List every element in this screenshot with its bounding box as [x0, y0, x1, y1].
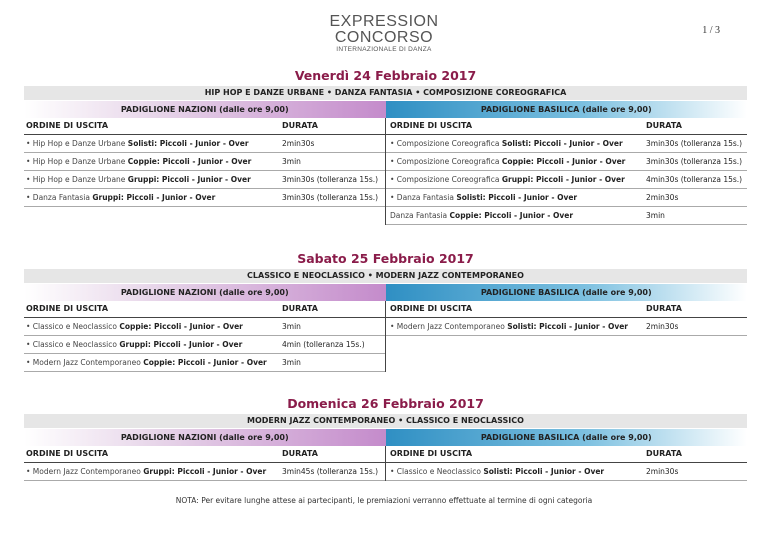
footer-note: NOTA: Per evitare lunghe attese ai partecipanti, le premiazioni verranno effettuate al termine di ogni categoria — [175, 496, 593, 505]
entry-category: • Modern Jazz Contemporaneo — [390, 322, 508, 331]
categories-bar: MODERN JAZZ CONTEMPORANEO • CLASSICO E NEOCLASSICO — [24, 414, 747, 428]
entry-category: • Composizione Coreografica — [390, 175, 502, 184]
categories-bar: HIP HOP E DANZE URBANE • DANZA FANTASIA • COMPOSIZIONE COREOGRAFICA — [24, 86, 747, 100]
entry-group: Solisti: Piccoli - Junior - Over — [507, 322, 629, 331]
table-row — [24, 463, 385, 481]
duration-header: DURATA — [282, 449, 318, 458]
schedule-tables — [24, 301, 747, 372]
duration-header: DURATA — [646, 121, 682, 130]
pavilion-nazioni-header: PADIGLIONE NAZIONI (dalle ore 9,00) — [24, 284, 386, 301]
order-header: ORDINE DI USCITA — [26, 121, 109, 130]
entry-order — [386, 189, 644, 206]
entry-order — [386, 135, 644, 152]
table-row — [386, 463, 747, 481]
entry-duration: 3min30s (tolleranza 15s.) — [646, 139, 743, 148]
day-title: Venerdì 24 Febbraio 2017 — [294, 68, 477, 83]
entry-category: Danza Fantasia — [390, 211, 450, 220]
entry-group: Solisti: Piccoli - Junior - Over — [456, 193, 578, 202]
entry-duration: 3min — [282, 322, 301, 331]
entry-duration: 3min — [282, 358, 301, 367]
entry-duration: 2min30s — [282, 139, 315, 148]
entry-category: • Classico e Neoclassico — [390, 467, 484, 476]
pavilion-nazioni-header: PADIGLIONE NAZIONI (dalle ore 9,00) — [24, 429, 386, 446]
table-row — [24, 336, 385, 354]
pavilion-nazioni-header: PADIGLIONE NAZIONI (dalle ore 9,00) — [24, 101, 386, 118]
logo-line-3: INTERNAZIONALE DI DANZA — [336, 46, 432, 53]
column-header-row — [24, 446, 385, 463]
column-header-row — [386, 301, 747, 318]
logo — [322, 14, 446, 54]
entry-category: • Hip Hop e Danze Urbane — [26, 157, 128, 166]
entry-category: • Modern Jazz Contemporaneo — [26, 467, 144, 476]
entry-category: • Classico e Neoclassico — [26, 322, 120, 331]
entry-group: Coppie: Piccoli - Junior - Over — [449, 211, 574, 220]
entry-group: Solisti: Piccoli - Junior - Over — [501, 139, 623, 148]
entry-duration: 2min30s — [646, 322, 679, 331]
entry-group: Coppie: Piccoli - Junior - Over — [127, 157, 252, 166]
duration-header: DURATA — [282, 121, 318, 130]
pavilion-basilica-header: PADIGLIONE BASILICA (dalle ore 9,00) — [386, 284, 748, 301]
table-row — [24, 354, 385, 372]
table-row — [386, 135, 747, 153]
day-section — [24, 68, 747, 225]
table-row — [386, 318, 747, 336]
entry-group: Coppie: Piccoli - Junior - Over — [143, 358, 267, 367]
order-header: ORDINE DI USCITA — [26, 304, 109, 313]
entry-group: Coppie: Piccoli - Junior - Over — [501, 157, 626, 166]
entry-order — [24, 354, 280, 371]
pavilion-basilica-header: PADIGLIONE BASILICA (dalle ore 9,00) — [386, 429, 748, 446]
entry-duration: 4min30s (tolleranza 15s.) — [646, 175, 743, 184]
column-header-row — [24, 301, 385, 318]
entry-group: Coppie: Piccoli - Junior - Over — [119, 322, 243, 331]
column-header-row — [386, 446, 747, 463]
order-header: ORDINE DI USCITA — [390, 449, 473, 458]
entry-group: Solisti: Piccoli - Junior - Over — [483, 467, 605, 476]
entry-category: • Modern Jazz Contemporaneo — [26, 358, 144, 367]
entry-category: • Composizione Coreografica — [390, 157, 502, 166]
right-schedule-column — [386, 118, 747, 225]
entry-order — [24, 336, 280, 353]
entry-duration: 3min — [646, 211, 665, 220]
duration-header: DURATA — [282, 304, 318, 313]
entry-group: Gruppi: Piccoli - Junior - Over — [501, 175, 625, 184]
pavilion-row — [24, 429, 747, 446]
entry-category: • Hip Hop e Danze Urbane — [26, 139, 128, 148]
entry-order — [24, 463, 280, 480]
entry-duration: 4min (tolleranza 15s.) — [282, 340, 365, 349]
table-row — [24, 135, 385, 153]
day-title: Sabato 25 Febbraio 2017 — [297, 251, 474, 266]
pavilion-basilica-header: PADIGLIONE BASILICA (dalle ore 9,00) — [386, 101, 748, 118]
schedule-tables — [24, 118, 747, 225]
entry-duration: 2min30s — [646, 467, 679, 476]
entry-group: Solisti: Piccoli - Junior - Over — [127, 139, 249, 148]
entry-order — [24, 189, 280, 206]
entry-duration: 3min45s (tolleranza 15s.) — [282, 467, 379, 476]
entry-order — [24, 171, 280, 188]
entry-group: Gruppi: Piccoli - Junior - Over — [127, 175, 251, 184]
entry-category: • Danza Fantasia — [390, 193, 457, 202]
order-header: ORDINE DI USCITA — [390, 304, 473, 313]
entry-order — [386, 171, 644, 188]
logo-line-1: EXPRESSION — [329, 13, 439, 30]
table-row — [386, 153, 747, 171]
entry-group: Gruppi: Piccoli - Junior - Over — [119, 340, 243, 349]
column-header-row — [24, 118, 385, 135]
entry-group: Gruppi: Piccoli - Junior - Over — [92, 193, 216, 202]
entry-order — [386, 463, 644, 480]
order-header: ORDINE DI USCITA — [390, 121, 473, 130]
table-row — [386, 171, 747, 189]
entry-category: • Classico e Neoclassico — [26, 340, 120, 349]
table-row — [24, 153, 385, 171]
page-number: 1 / 3 — [702, 25, 720, 36]
entry-group: Gruppi: Piccoli - Junior - Over — [143, 467, 267, 476]
entry-duration: 3min30s (tolleranza 15s.) — [646, 157, 743, 166]
entry-order — [24, 318, 280, 335]
table-row — [24, 318, 385, 336]
entry-category: • Hip Hop e Danze Urbane — [26, 175, 128, 184]
entry-category: • Danza Fantasia — [26, 193, 93, 202]
table-row — [24, 171, 385, 189]
left-schedule-column — [24, 301, 386, 372]
entry-duration: 3min — [282, 157, 301, 166]
table-row — [24, 189, 385, 207]
entry-category: • Composizione Coreografica — [390, 139, 502, 148]
entry-order — [24, 153, 280, 170]
day-title: Domenica 26 Febbraio 2017 — [287, 396, 484, 411]
left-schedule-column — [24, 446, 386, 481]
categories-bar: CLASSICO E NEOCLASSICO • MODERN JAZZ CONTEMPORANEO — [24, 269, 747, 283]
day-section — [24, 396, 747, 481]
entry-order — [386, 153, 644, 170]
duration-header: DURATA — [646, 449, 682, 458]
logo-line-2: CONCORSO — [334, 29, 434, 46]
entry-duration: 2min30s — [646, 193, 679, 202]
duration-header: DURATA — [646, 304, 682, 313]
entry-duration: 3min30s (tolleranza 15s.) — [282, 193, 379, 202]
entry-duration: 3min30s (tolleranza 15s.) — [282, 175, 379, 184]
table-row — [386, 189, 747, 207]
pavilion-row — [24, 284, 747, 301]
entry-order — [386, 318, 644, 335]
right-schedule-column — [386, 301, 747, 372]
right-schedule-column — [386, 446, 747, 481]
table-row — [386, 207, 747, 225]
pavilion-row — [24, 101, 747, 118]
schedule-tables — [24, 446, 747, 481]
entry-order — [386, 207, 644, 224]
column-header-row — [386, 118, 747, 135]
day-section — [24, 251, 747, 372]
entry-order — [24, 135, 280, 152]
order-header: ORDINE DI USCITA — [26, 449, 109, 458]
left-schedule-column — [24, 118, 386, 225]
